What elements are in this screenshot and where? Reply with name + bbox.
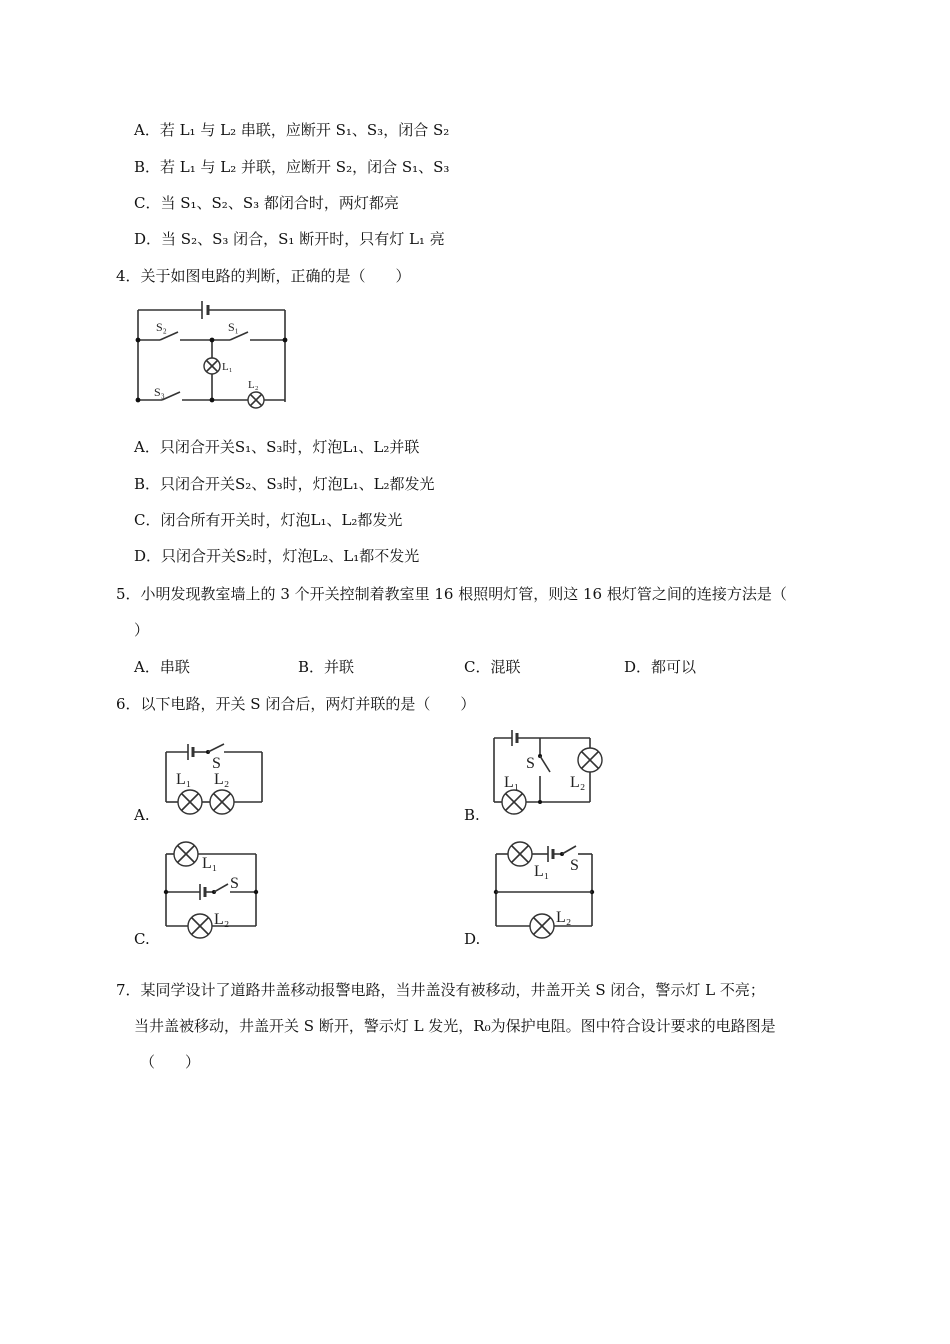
q5-option-a: A．串联 (134, 658, 190, 676)
q4-label-s3: S₃ (154, 385, 165, 399)
q4-label-l2: L₂ (248, 379, 259, 391)
q6-circuit-d (490, 838, 600, 944)
q5-option-c: C．混联 (464, 658, 521, 676)
q3-option-a: A．若 L₁ 与 L₂ 串联，应断开 S₁、S₃，闭合 S₂ (134, 121, 450, 139)
q6-circuit-b (488, 728, 608, 820)
q6b-label-s: S (526, 755, 535, 772)
q6-option-d-label: D. (464, 930, 481, 948)
q6b-label-l1: L₁ (504, 774, 520, 791)
q6c-label-l1: L₁ (202, 855, 218, 872)
q4-circuit-figure (130, 298, 295, 410)
q6-option-c-label: C. (134, 930, 150, 948)
q6a-label-s: S (212, 755, 221, 772)
q6-stem: 6．以下电路，开关 S 闭合后，两灯并联的是（ ） (116, 695, 476, 713)
q6-option-b-label: B. (464, 806, 480, 824)
q3-option-d: D．当 S₂、S₃ 闭合，S₁ 断开时，只有灯 L₁ 亮 (134, 230, 445, 248)
q4-label-l1: L₁ (222, 361, 233, 373)
q5-stem-line1: 5．小明发现教室墙上的 3 个开关控制着教室里 16 根照明灯管，则这 16 根灯管之间的连接方法是（ (116, 585, 787, 603)
q7-line1: 7．某同学设计了道路井盖移动报警电路，当井盖没有被移动，井盖开关 S 闭合，警示灯 L 不亮； (116, 981, 765, 999)
q5-stem-line2: ） (134, 621, 150, 639)
q4-stem: 4．关于如图电路的判断，正确的是（ ） (116, 267, 411, 285)
q5-option-b: B．并联 (298, 658, 355, 676)
q3-option-b: B．若 L₁ 与 L₂ 并联，应断开 S₂，闭合 S₁、S₃ (134, 158, 450, 176)
q5-option-d: D．都可以 (624, 658, 697, 676)
q7-line2: 当井盖被移动，井盖开关 S 断开，警示灯 L 发光，R₀为保护电阻。图中符合设计要求的电路图是 (134, 1017, 776, 1035)
q6-option-a-label: A. (134, 806, 150, 824)
q6d-label-l2: L₂ (556, 909, 572, 926)
q4-label-s2: S₂ (156, 320, 167, 334)
q7-line3: （ ） (140, 1053, 201, 1071)
q4-option-a: A．只闭合开关S₁、S₃时，灯泡L₁、L₂并联 (134, 438, 420, 456)
q6-circuit-c (160, 838, 270, 944)
q4-option-d: D．只闭合开关S₂时，灯泡L₂、L₁都不发光 (134, 547, 420, 565)
q6d-label-s: S (570, 857, 579, 874)
q4-option-b: B．只闭合开关S₂、S₃时，灯泡L₁、L₂都发光 (134, 475, 435, 493)
q4-label-s1: S₁ (228, 320, 239, 334)
q6a-label-l1: L₁ (176, 771, 192, 788)
q4-option-c: C．闭合所有开关时，灯泡L₁、L₂都发光 (134, 511, 403, 529)
q6c-label-s: S (230, 875, 239, 892)
q6b-label-l2: L₂ (570, 774, 586, 791)
q6d-label-l1: L₁ (534, 863, 550, 880)
q6c-label-l2: L₂ (214, 911, 230, 928)
q6-circuit-a (160, 738, 270, 818)
q6a-label-l2: L₂ (214, 771, 230, 788)
q3-option-c: C．当 S₁、S₂、S₃ 都闭合时，两灯都亮 (134, 194, 399, 212)
